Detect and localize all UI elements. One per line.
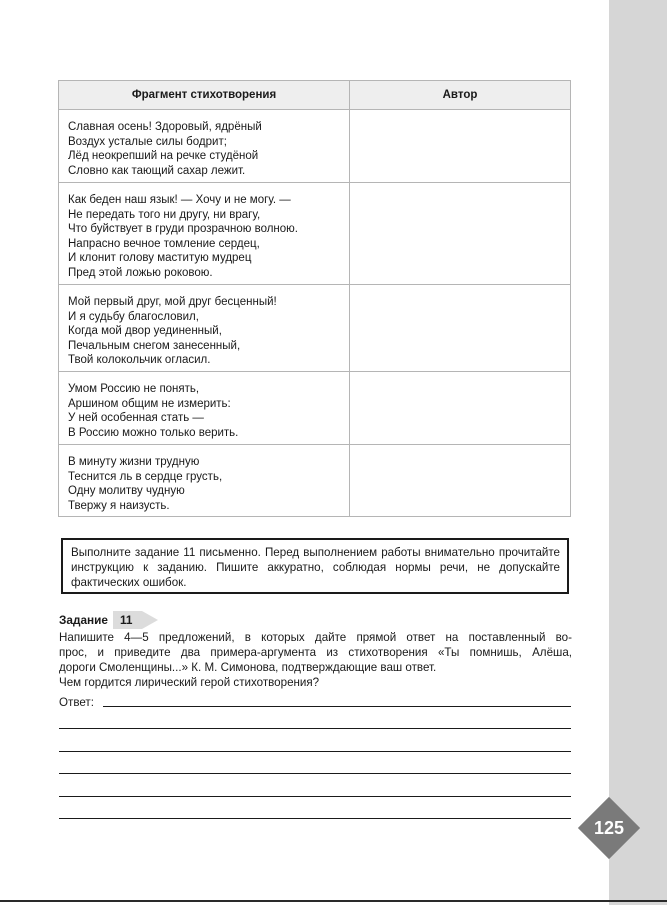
poem-line: В минуту жизни трудную [68, 456, 200, 468]
page-number: 125 [593, 817, 625, 838]
answer-line[interactable] [59, 818, 571, 819]
poem-line: У ней особенная стать — [68, 412, 204, 425]
task-line: прос, и приведите два примера-аргумента из стихотворения «Ты помнишь, Алёша, [59, 646, 572, 659]
poem-line: Напрасно вечное томление сердец, [68, 237, 260, 250]
poem-line: Словно как тающий сахар лежит. [68, 164, 246, 177]
poem-line: Твержу я наизусть. [68, 499, 170, 512]
task-line: Чем гордится лирический герой стихотворения? [59, 676, 320, 689]
table-row [59, 372, 571, 445]
fragment-cell [59, 445, 350, 517]
header-fragment: Фрагмент стихотворения [59, 81, 350, 110]
page-side-margin [609, 0, 667, 905]
answer-line[interactable] [59, 773, 571, 774]
poem-line: Печальным снегом занесенный, [68, 339, 241, 352]
poem-line: Воздух усталые силы бодрит; [68, 135, 227, 148]
table-row [59, 445, 571, 517]
task-flag-icon [142, 611, 158, 629]
poem-line: И я судьбу благословил, [68, 310, 199, 323]
page-bottom-rule [0, 900, 667, 902]
answer-line[interactable] [103, 706, 571, 707]
table-header-row [59, 81, 571, 110]
fragment-cell [59, 110, 350, 183]
poem-line: Твой колокольчик огласил. [68, 354, 211, 367]
table-row [59, 110, 571, 183]
poem-line: Мой первый друг, мой друг бесценный! [68, 296, 277, 308]
fragment-cell [59, 285, 350, 372]
fragment-cell [59, 372, 350, 445]
poem-line: Лёд неокрепший на речке студёной [68, 150, 259, 163]
poem-line: Когда мой двор уединенный, [68, 325, 222, 338]
poem-line: Славная осень! Здоровый, ядрёный [68, 121, 262, 133]
poems-table [58, 80, 571, 517]
answer-line[interactable] [59, 796, 571, 797]
header-author: Автор [350, 81, 571, 110]
poem-line: Умом Россию не понять, [68, 383, 200, 395]
task-number: 11 [113, 611, 142, 629]
author-cell[interactable] [350, 285, 571, 372]
author-cell[interactable] [350, 110, 571, 183]
author-cell[interactable] [350, 372, 571, 445]
fragment-cell [59, 183, 350, 285]
answer-line[interactable] [59, 751, 571, 752]
task-line: дороги Смоленщины...» К. М. Симонова, подтверждающие ваш ответ. [59, 661, 437, 674]
table-row [59, 285, 571, 372]
poem-line: Не передать того ни другу, ни врагу, [68, 208, 261, 221]
task-header [59, 611, 158, 629]
poem-line: Одну молитву чудную [68, 485, 185, 498]
answer-line[interactable] [59, 728, 571, 729]
poem-line: Как беден наш язык! — Хочу и не могу. — [68, 194, 291, 206]
poem-line: Что буйствует в груди прозрачною волною. [68, 223, 298, 236]
author-cell[interactable] [350, 183, 571, 285]
poem-line: Пред этой ложью роковою. [68, 266, 213, 279]
task-label: Задание [59, 613, 108, 627]
poem-line: Аршином общим не измерить: [68, 397, 231, 410]
author-cell[interactable] [350, 445, 571, 517]
task-line: Напишите 4—5 предложений, в которых дайте прямой ответ на поставленный во- [59, 631, 572, 644]
answer-label: Ответ: [59, 696, 94, 709]
poem-line: Теснится ль в сердце грусть, [68, 470, 223, 483]
poem-line: В Россию можно только верить. [68, 426, 239, 439]
poem-line: И клонит голову маститую мудрец [68, 252, 252, 265]
table-row [59, 183, 571, 285]
instruction-box: Выполните задание 11 письменно. Перед выполнением работы внимательно прочитайте инструкцию к заданию. Пишите аккуратно, соблюдая нормы речи, не допускайте фактических ошибок. [61, 538, 569, 594]
task-text [59, 630, 572, 690]
